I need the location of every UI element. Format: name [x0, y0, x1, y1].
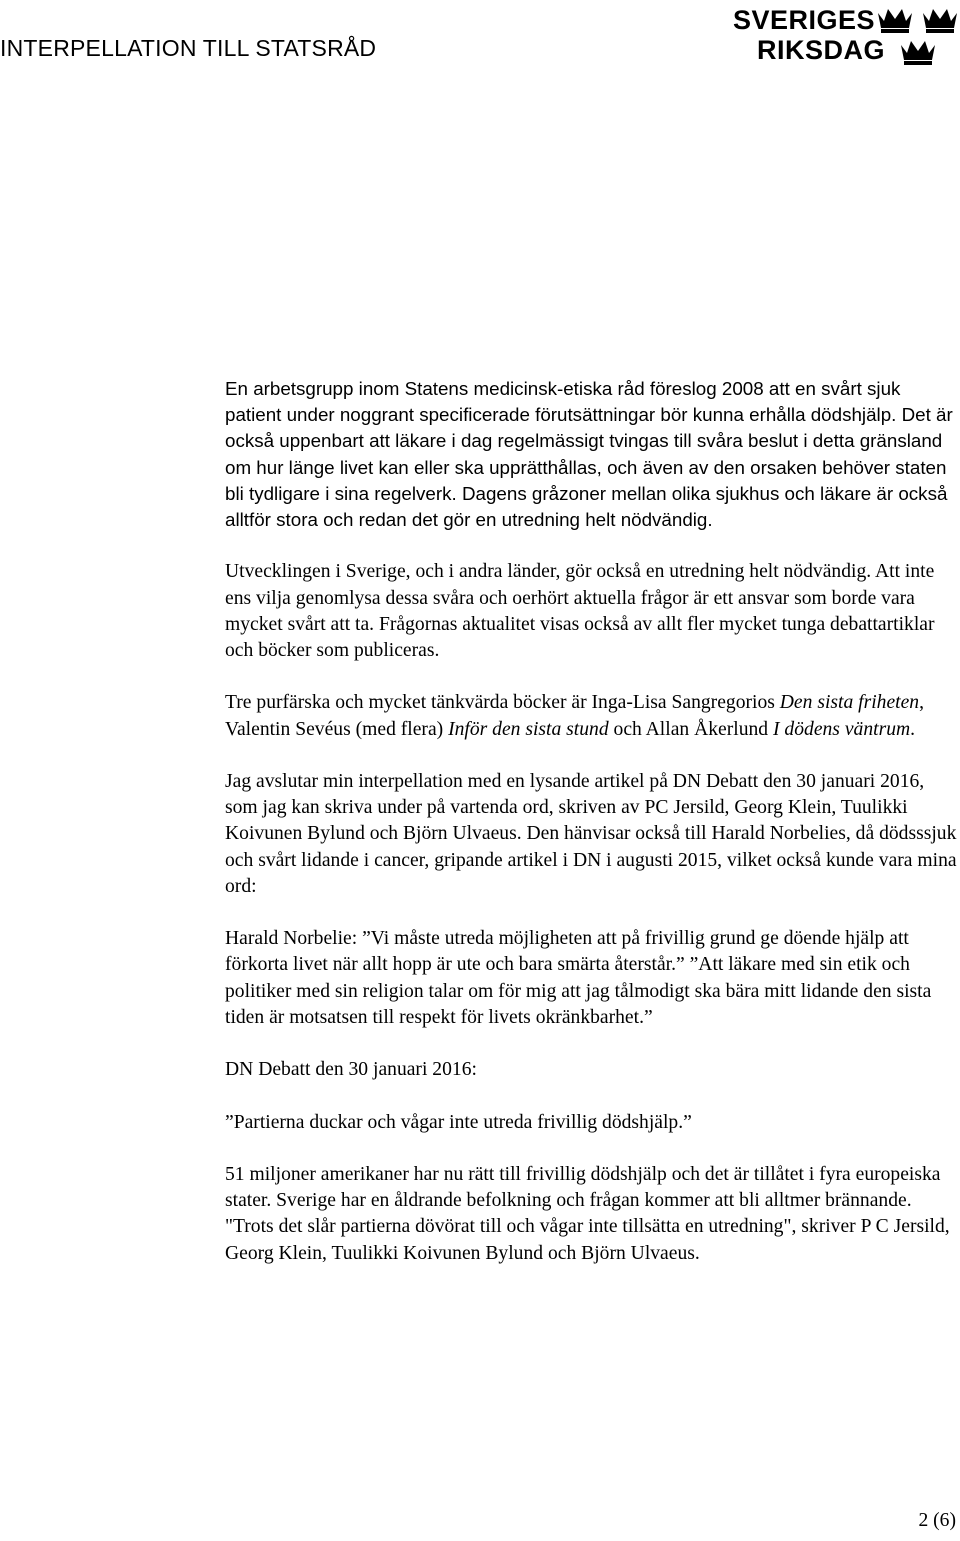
- p1-sentence-3: Dagens gråzoner mellan olika sjukhus och läkare är också alltför stora och redan det gör en utredning helt nödvändig.: [225, 482, 948, 531]
- paragraph-1: [225, 376, 960, 533]
- interpellation-body: [225, 376, 960, 1293]
- paragraph-7-headline: ”Partierna duckar och vågar inte utreda frivillig dödshjälp.”: [225, 1111, 692, 1133]
- p2-sentence-2: Att inte ens vilja genomlysa dessa svåra och oerhört aktuella frågor är ett ansvar som borde vara mycket svårt att ta. Frågornas aktualitet visas också av allt fler mycket tunga debattartiklar och böcker som publiceras.: [225, 561, 935, 662]
- p3-text-1: Tre purfärska och mycket tänkvärda böcker är Inga-Lisa Sangregorios: [225, 692, 780, 714]
- logo-text-sveriges: SVERIGES: [733, 5, 876, 35]
- p1-sentence-2: Det är också uppenbart att läkare i dag regelmässigt tvingas till svåra beslut i detta gränsland om hur länge livet kan eller ska upprätthållas, och även av den orsaken behöver staten bli tydligare i sina regelverk.: [225, 404, 953, 504]
- page-number: 2 (6): [918, 1510, 956, 1531]
- riksdag-logo: [733, 3, 960, 65]
- paragraph-2: [225, 559, 960, 664]
- crown-icon: [899, 37, 937, 65]
- p2-sentence-1: Utvecklingen i Sverige, och i andra länder, gör också en utredning helt nödvändig.: [225, 561, 872, 583]
- document-type-heading: INTERPELLATION TILL STATSRÅD: [0, 35, 377, 61]
- paragraph-8: 51 miljoner amerikaner har nu rätt till frivillig dödshjälp och det är tillåtet i fyra europeiska stater. Sverige har en åldrande befolkning och frågan kommer att bli alltmer brännande. "Trots det slår partierna dövörat till och vågar inte tillsätta en utredning", skriver P C Jersild, Georg Klein, Tuulikki Koivunen Bylund och Björn Ulvaeus.: [225, 1163, 950, 1264]
- crown-icon: [876, 5, 914, 33]
- paragraph-4: Jag avslutar min interpellation med en lysande artikel på DN Debatt den 30 januari 2016, som jag kan skriva under på vartenda ord, skriven av PC Jersild, Georg Klein, Tuulikki Koivunen Bylund och Björn Ulvaeus. Den hänvisar också till Harald Norbelies, då dödsssjuk och svårt lidande i cancer, gripande artikel i DN i augusti 2015, vilket också kunde vara mina ord:: [225, 771, 957, 897]
- p3-text-2: , Valentin Sevéus (med flera): [225, 692, 925, 740]
- book-title-2: Inför den sista stund: [448, 718, 609, 740]
- crown-icon: [921, 5, 959, 33]
- p3-text-3: och Allan Åkerlund: [608, 718, 773, 740]
- p1-sentence-1: En arbetsgrupp inom Statens medicinsk-etiska råd föreslog 2008 att en svårt sjuk patient under noggrant specificerade förutsättningar bör kunna erhålla dödshjälp.: [225, 378, 901, 426]
- paragraph-3: [225, 690, 960, 742]
- p3-text-4: .: [910, 718, 916, 740]
- paragraph-5-quote: Harald Norbelie: ”Vi måste utreda möjligheten att på frivillig grund ge döende hjälp att förkorta livet när allt hopp är ute och bara smärta återstår.” ”Att läkare med sin etik och politiker med sin religion talar om för mig att jag tålmodigt ska bära mitt lidande den sista tiden är motsatsen till respekt för livets okränkbarhet.”: [225, 928, 932, 1028]
- book-title-1: Den sista friheten: [779, 692, 920, 714]
- logo-text-riksdag: RIKSDAG: [757, 35, 886, 65]
- book-title-3: I dödens väntrum: [773, 718, 911, 740]
- paragraph-6: DN Debatt den 30 januari 2016:: [225, 1059, 477, 1081]
